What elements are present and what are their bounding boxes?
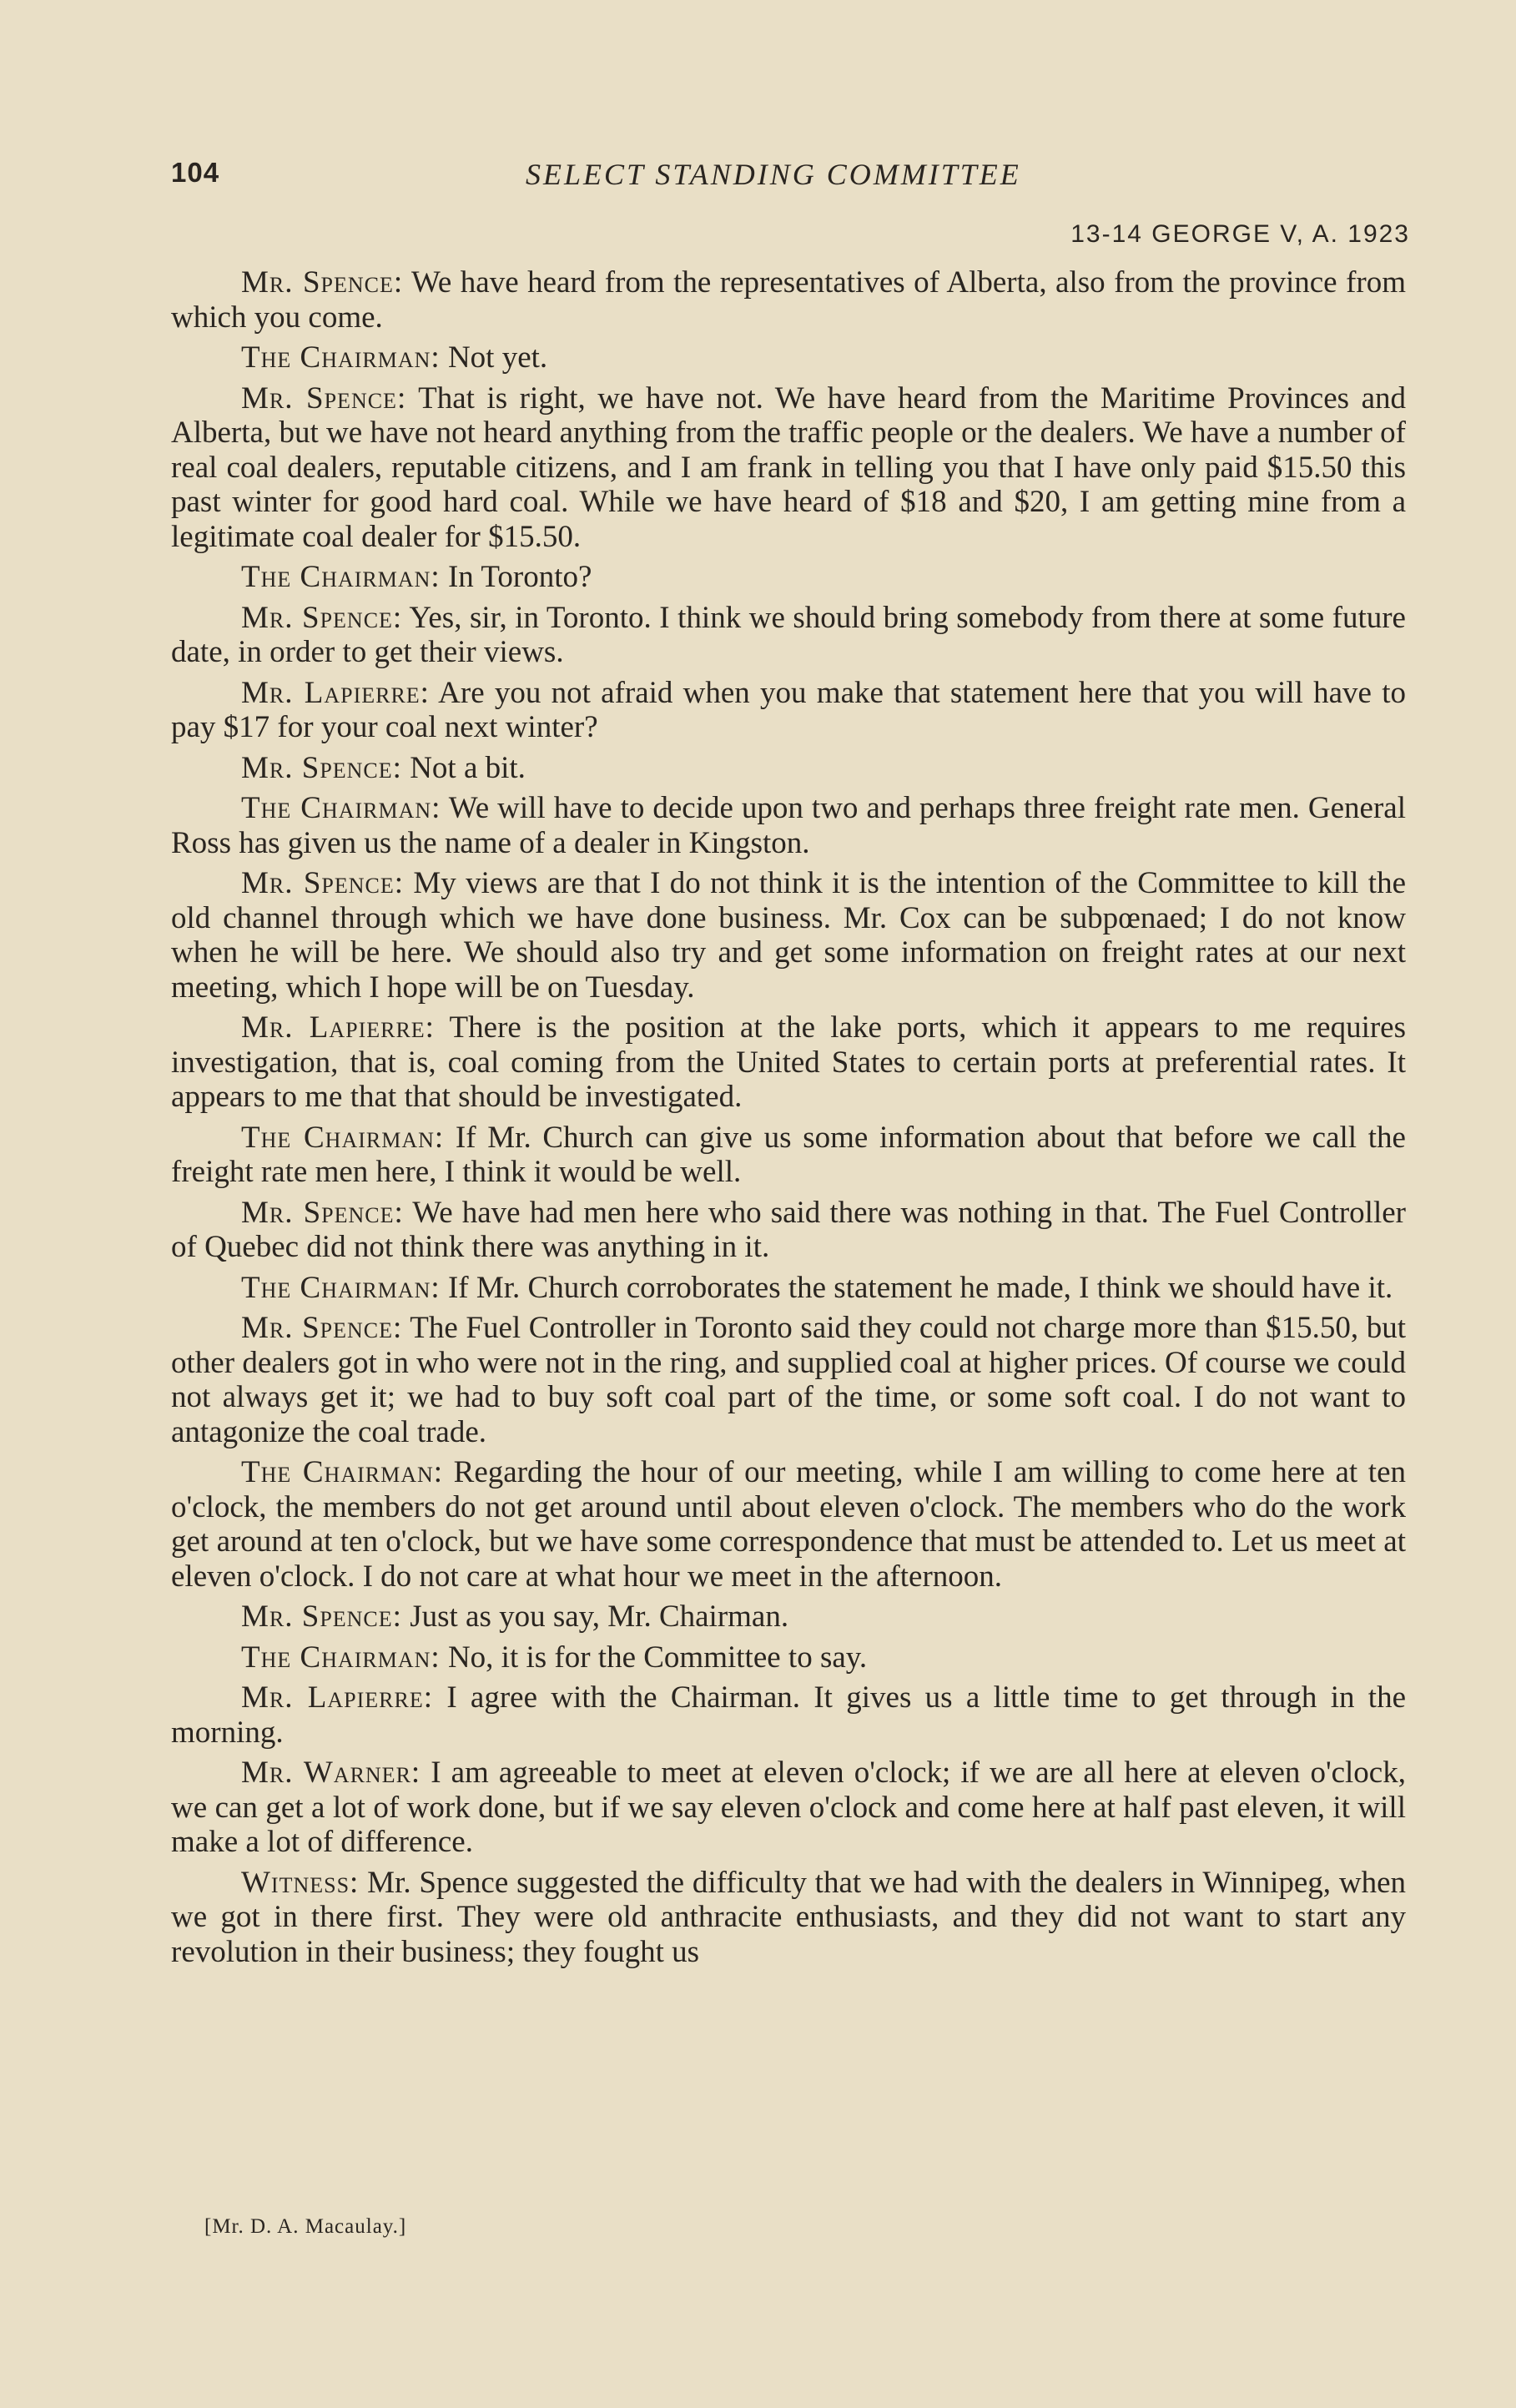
speaker-name: Mr. Spence: xyxy=(241,600,403,635)
speech-text: We have had men here who said there was nothing in that. The Fuel Controller of Quebec did not think there was anything in it. xyxy=(171,1195,1406,1264)
speaker-name: Mr. Spence: xyxy=(241,1311,403,1345)
speech-text: That is right, we have not. We have heard from the Maritime Provinces and Alberta, but we have not heard anything from the traffic people or the dealers. We have a number of real coal dealers, reputable citizens, and I am frank in telling you that I have only paid $15.50 this past winter for good hard coal. While we have heard of $18 and $20, I am getting mine from a legitimate coal dealer for $15.50. xyxy=(171,380,1406,554)
speech-text: Yes, sir, in Toronto. I think we should bring somebody from there at some future date, in order to get their views. xyxy=(171,600,1406,669)
speaker-name: Mr. Spence: xyxy=(241,1195,404,1230)
transcript-paragraph xyxy=(171,1680,1406,1750)
speech-text: The Fuel Controller in Toronto said they could not charge more than $15.50, but other dealers got in who were not in the ring, and supplied coal at higher prices. Of course we could not always get it; we had to buy soft coal part of the time, or some soft coal. I do not want to antagonize the coal trade. xyxy=(171,1311,1406,1449)
speech-text: I am agreeable to meet at eleven o'clock; if we are all here at eleven o'clock, we can get a lot of work done, but if we say eleven o'clock and come here at half past eleven, it will make a lot of difference. xyxy=(171,1756,1406,1859)
speaker-name: Mr. Spence: xyxy=(241,380,407,416)
speaker-name: The Chairman: xyxy=(241,340,441,375)
speech-text: We will have to decide upon two and perhaps three freight rate men. General Ross has given us the name of a dealer in Kingston. xyxy=(171,791,1406,860)
transcript-paragraph xyxy=(171,1311,1406,1449)
speaker-name: The Chairman: xyxy=(241,1640,441,1675)
transcript-paragraph xyxy=(171,265,1406,335)
speech-text: Not a bit. xyxy=(401,750,526,785)
speech-text: I agree with the Chairman. It gives us a little time to get through in the morning. xyxy=(171,1680,1406,1750)
speaker-name: The Chairman: xyxy=(241,791,441,825)
transcript-paragraph xyxy=(171,1271,1406,1306)
speech-text: No, it is for the Committee to say. xyxy=(440,1640,868,1675)
speaker-name: Mr. Spence: xyxy=(241,750,402,785)
speaker-name: The Chairman: xyxy=(241,1120,445,1155)
speech-text: In Toronto? xyxy=(440,560,592,594)
speech-text: My views are that I do not think it is the intention of the Committee to kill the old channel through which we have done business. Mr. Cox can be subpœnaed; I do not know when he will be here. We should also try and get some information on freight rates at our next meeting, which I hope will be on Tuesday. xyxy=(171,866,1406,1005)
speaker-name: Mr. Warner: xyxy=(241,1756,421,1790)
running-title: SELECT STANDING COMMITTEE xyxy=(526,158,1021,191)
speech-text: Mr. Spence suggested the difficulty that we had with the dealers in Winnipeg, when we got in there first. They were old anthracite enthusiasts, and they did not want to start any revolution in their business; they fought us xyxy=(171,1865,1406,1969)
speech-text: There is the position at the lake ports, which it appears to me requires investigation, that is, coal coming from the United States to certain ports at preferential rates. It appears to me that that should be investigated. xyxy=(171,1010,1406,1114)
transcript-paragraph xyxy=(171,1866,1406,1970)
speaker-name: Mr. Lapierre: xyxy=(241,1680,434,1715)
speaker-name: The Chairman: xyxy=(241,1455,444,1489)
speech-text: If Mr. Church corroborates the statement he made, I think we should have it. xyxy=(440,1270,1393,1305)
speaker-name: The Chairman: xyxy=(241,560,441,594)
transcript-paragraph xyxy=(171,1756,1406,1860)
transcript-paragraph xyxy=(171,560,1406,595)
transcript-paragraph xyxy=(171,1455,1406,1594)
witness-footnote: [Mr. D. A. Macaulay.] xyxy=(204,2215,407,2238)
transcript-paragraph xyxy=(171,1640,1406,1675)
speaker-name: Witness: xyxy=(241,1865,360,1900)
speaker-name: Mr. Spence: xyxy=(241,265,404,300)
speech-text: We have heard from the representatives of Alberta, also from the province from which you come. xyxy=(171,265,1406,335)
transcript-paragraph xyxy=(171,866,1406,1005)
speech-text: Not yet. xyxy=(440,340,548,375)
transcript-paragraph xyxy=(171,1599,1406,1635)
transcript-paragraph xyxy=(171,676,1406,745)
speaker-name: Mr. Lapierre: xyxy=(241,1010,435,1045)
transcript-paragraph xyxy=(171,381,1406,555)
transcript-body xyxy=(171,265,1406,1975)
speech-text: Regarding the hour of our meeting, while I am willing to come here at ten o'clock, the members do not get around until about eleven o'clock. The members who do the work get around at ten o'clock, but we have some correspondence that must be attended to. Let us meet at eleven o'clock. I do not care at what hour we meet in the afternoon. xyxy=(171,1455,1406,1594)
transcript-paragraph xyxy=(171,1010,1406,1115)
page-number: 104 xyxy=(171,157,220,188)
transcript-paragraph xyxy=(171,340,1406,375)
transcript-paragraph xyxy=(171,601,1406,670)
speaker-name: Mr. Spence: xyxy=(241,866,405,900)
speaker-name: Mr. Lapierre: xyxy=(241,675,430,710)
transcript-paragraph xyxy=(171,751,1406,786)
speech-text: Are you not afraid when you make that statement here that you will have to pay $17 for your coal next winter? xyxy=(171,675,1406,744)
transcript-paragraph xyxy=(171,1121,1406,1190)
speaker-name: The Chairman: xyxy=(241,1270,441,1305)
speaker-name: Mr. Spence: xyxy=(241,1599,402,1634)
transcript-paragraph xyxy=(171,1196,1406,1265)
transcript-paragraph xyxy=(171,791,1406,860)
page-header xyxy=(171,157,1410,199)
speech-text: Just as you say, Mr. Chairman. xyxy=(401,1599,789,1634)
session-line: 13-14 GEORGE V, A. 1923 xyxy=(1070,220,1410,248)
speech-text: If Mr. Church can give us some information about that before we call the freight rate men here, I think it would be well. xyxy=(171,1120,1406,1189)
